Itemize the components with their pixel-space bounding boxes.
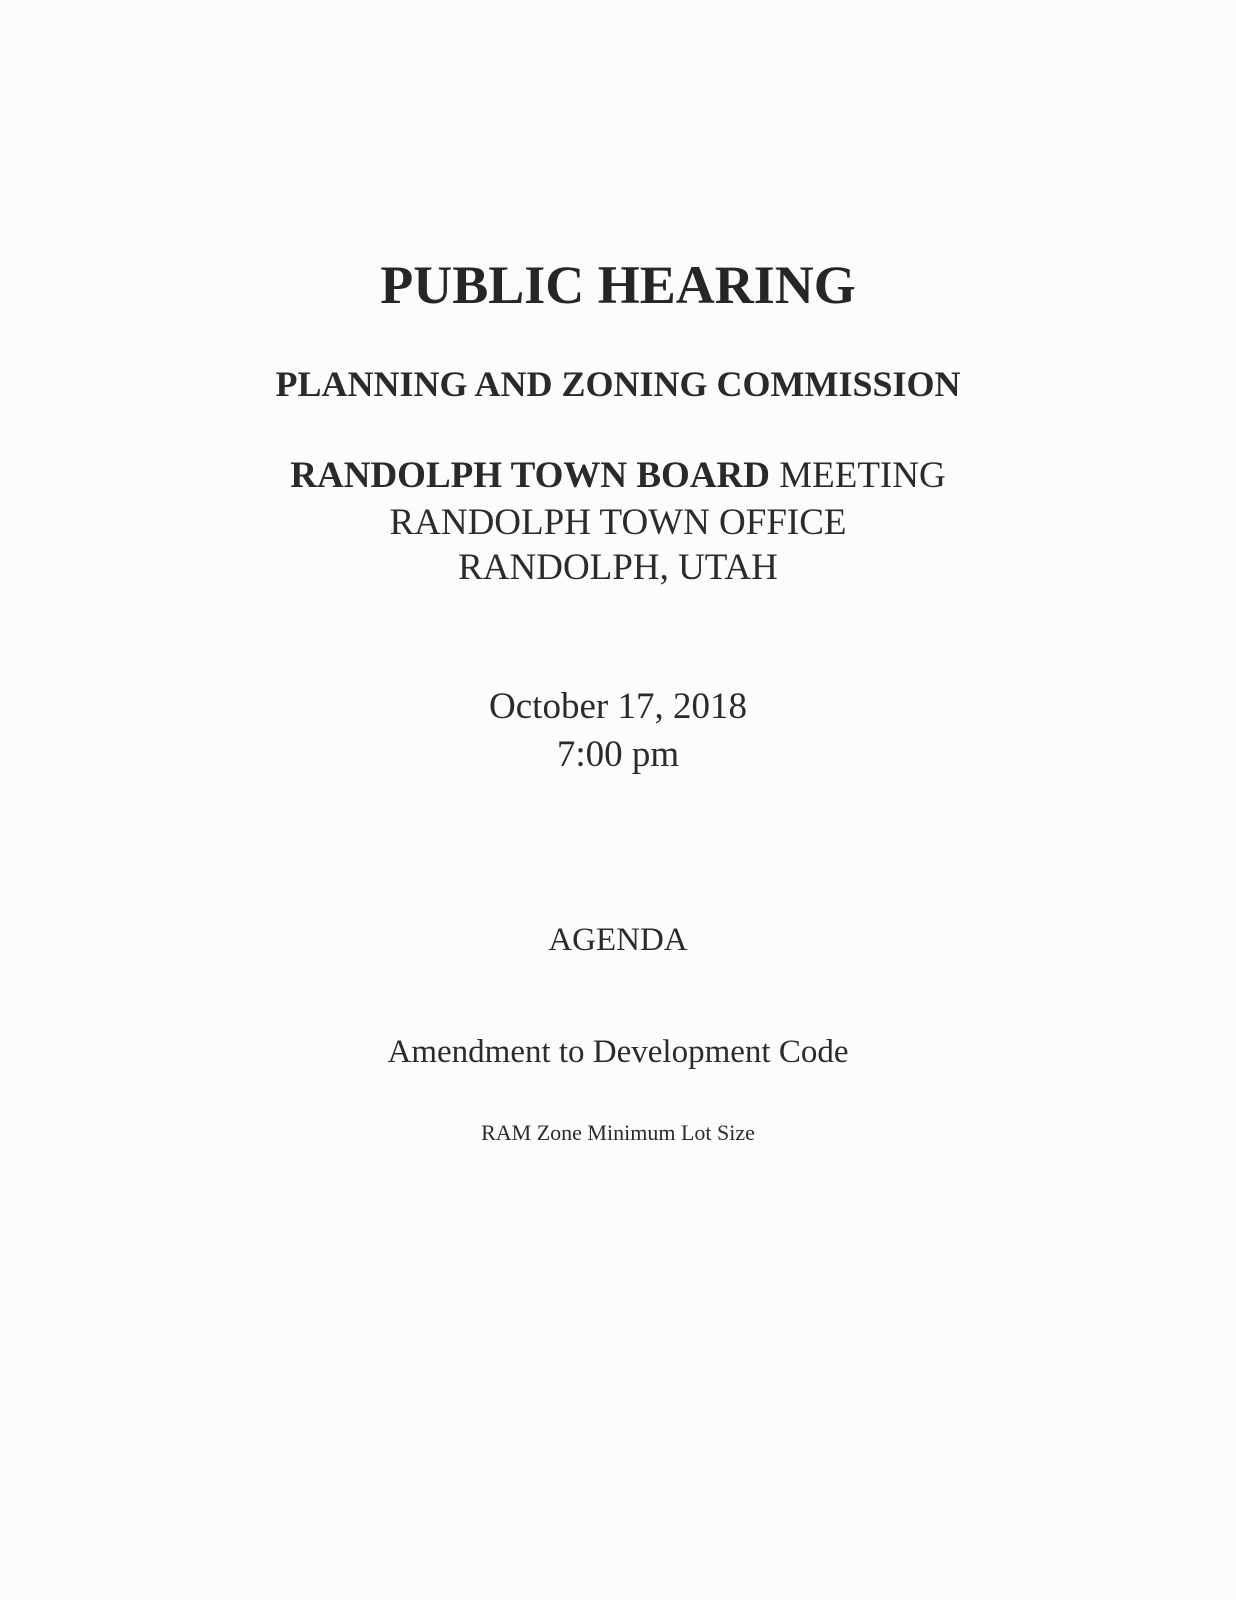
commission-heading: PLANNING AND ZONING COMMISSION (275, 364, 961, 404)
meeting-time: 7:00 pm (556, 734, 680, 775)
meeting-label: MEETING (769, 455, 946, 496)
agenda-item-detail: RAM Zone Minimum Lot Size (481, 1120, 755, 1145)
meeting-city: RANDOLPH, UTAH (458, 547, 778, 588)
meeting-date: October 17, 2018 (489, 686, 747, 727)
page-title: PUBLIC HEARING (380, 255, 856, 315)
board-name: RANDOLPH TOWN BOARD (290, 455, 770, 496)
agenda-item-title: Amendment to Development Code (387, 1034, 849, 1070)
meeting-name (0, 457, 1236, 494)
meeting-location: RANDOLPH TOWN OFFICE (389, 502, 847, 543)
agenda-heading: AGENDA (548, 922, 688, 958)
